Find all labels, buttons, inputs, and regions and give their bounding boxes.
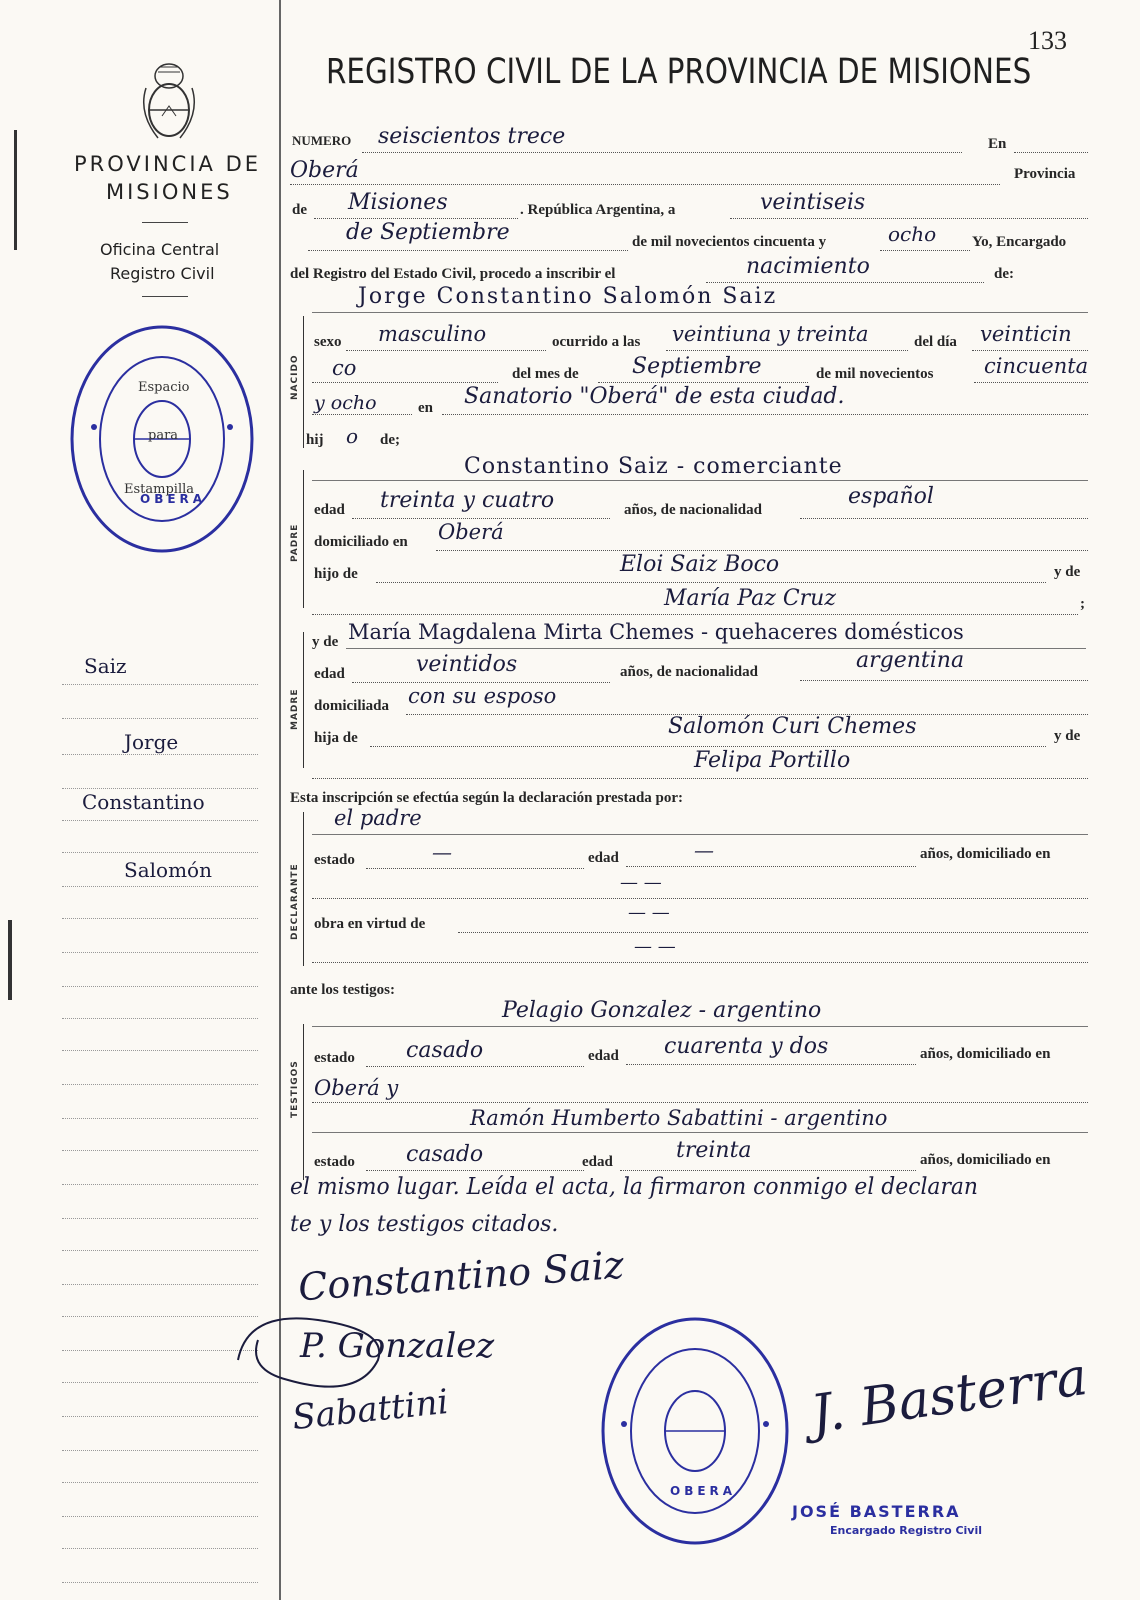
t1-dom-label: años, domiciliado en [920, 1046, 1051, 1062]
stamp-inner-text: Estampilla [124, 482, 195, 497]
stamp-city: OBERA [670, 1484, 737, 1498]
witness1: Pelagio Gonzalez - argentino [502, 998, 822, 1023]
page-edge-mark [8, 920, 12, 1000]
stamp-inner-text: Espacio [138, 380, 190, 395]
obra-line2 [312, 962, 1088, 963]
act-line [706, 282, 984, 283]
madre-edad-label: edad [314, 666, 345, 682]
sexo-line [346, 350, 546, 351]
t1-edad-label: edad [588, 1048, 619, 1064]
declarante-brace [303, 812, 304, 966]
t1-estado-value: casado [406, 1038, 484, 1063]
madre-y-label: y de [1054, 728, 1081, 744]
margin-rule [62, 1150, 258, 1151]
padre-dom-line [436, 550, 1088, 551]
decl-dash1: — — [620, 872, 662, 893]
city-line [290, 184, 1000, 185]
madre-label: MADRE [290, 688, 300, 730]
padre-nac-value: español [848, 484, 934, 509]
month-line [308, 250, 628, 251]
testigos-label: TESTIGOS [290, 1060, 300, 1118]
signature-officer: J. Basterra [807, 1346, 1091, 1446]
madre-edad-line [352, 682, 610, 683]
margin-rule [62, 1184, 258, 1185]
republica-label: . República Argentina, a [520, 202, 676, 218]
registry-stamp [66, 322, 258, 556]
t1-edad-value: cuarenta y dos [664, 1034, 829, 1059]
stamp-seal-icon [598, 1314, 792, 1548]
hour-value: veintiuna y treinta [672, 322, 869, 346]
padre-y-label: y de [1054, 564, 1081, 580]
obra-line [458, 932, 1088, 933]
margin-rule [62, 1416, 258, 1417]
margin-rule [62, 788, 258, 789]
father-name-line [312, 480, 1088, 481]
day-value-a: veinticin [980, 322, 1072, 346]
mother-name-line [346, 648, 1086, 649]
padre-label: PADRE [290, 523, 300, 562]
witness1-line [312, 1026, 1088, 1027]
padre-semicolon: ; [1080, 596, 1085, 612]
sexo-value: masculino [378, 322, 487, 346]
madre-y-de-label: y de [312, 634, 339, 650]
official-name: JOSÉ BASTERRA [792, 1502, 961, 1521]
madre-dom-value: con su esposo [408, 684, 557, 708]
margin-rule [62, 1118, 258, 1119]
margin-name-second: Constantino [82, 790, 205, 814]
madre-nac-label: años, de nacionalidad [620, 664, 758, 680]
day-value: veintiseis [760, 190, 866, 215]
margin-rule [62, 1516, 258, 1517]
t-line3 [312, 1102, 1088, 1103]
t2-estado-line [366, 1170, 584, 1171]
page-edge-mark [14, 130, 17, 250]
margin-rule [62, 1218, 258, 1219]
stamp-city: OBERA [140, 492, 207, 506]
t2-estado-value: casado [406, 1142, 484, 1167]
madre-parent2: Felipa Portillo [694, 748, 851, 773]
sexo-label: sexo [314, 334, 342, 350]
provincia-label: Provincia [1014, 166, 1076, 182]
padre-hijo-label: hijo de [314, 566, 358, 582]
nacido-year-line [974, 382, 1088, 383]
margin-rule [62, 1482, 258, 1483]
margin-name-surname: Saiz [84, 654, 127, 678]
madre-parent2-line [312, 778, 1088, 779]
margin-name-first: Jorge [124, 730, 179, 754]
hour-line [666, 350, 908, 351]
decl-estado-label: estado [314, 852, 355, 868]
de-label: de [292, 202, 307, 218]
official-title: Encargado Registro Civil [830, 1524, 983, 1537]
province-line1: PROVINCIA DE [74, 152, 262, 176]
decl-dash2: — — [628, 902, 670, 923]
padre-brace [303, 470, 304, 608]
madre-dom-label: domiciliada [314, 698, 390, 714]
madre-parent1: Salomón Curi Chemes [668, 714, 917, 739]
witness-line3: Oberá y [314, 1076, 399, 1100]
t1-estado-line [366, 1066, 584, 1067]
margin-rule [62, 1548, 258, 1549]
registro-label: del Registro del Estado Civil, procedo a inscribir el [290, 266, 616, 282]
registry-stamp-bottom [598, 1314, 792, 1548]
margin-rule [62, 852, 258, 853]
province-line [314, 218, 518, 219]
padre-edad-line [352, 518, 610, 519]
ante-testigos-label: ante los testigos: [290, 982, 395, 998]
nacido-month-value: Septiembre [632, 354, 762, 379]
year-label: de mil novecientos cincuenta y [632, 234, 827, 250]
t1-estado-label: estado [314, 1050, 355, 1066]
separator [142, 222, 188, 223]
padre-parent2-line [312, 614, 1078, 615]
nacido-label: NACIDO [290, 354, 300, 400]
margin-rule [62, 1284, 258, 1285]
t2-estado-label: estado [314, 1154, 355, 1170]
office-line2: Registro Civil [110, 264, 215, 283]
en-place-label: en [418, 400, 433, 416]
mes-label: del mes de [512, 366, 579, 382]
en-line [1014, 152, 1088, 153]
t2-edad-line [620, 1170, 916, 1171]
nacido-brace [303, 316, 304, 448]
nacido-year-b: y ocho [314, 392, 377, 414]
decl-edad-label: edad [588, 850, 619, 866]
t2-edad-label: edad [582, 1154, 613, 1170]
office-line1: Oficina Central [100, 240, 220, 259]
dia-line [972, 350, 1088, 351]
closing-line1: el mismo lugar. Leída el acta, la firmaron conmigo el declaran [290, 1174, 979, 1200]
hijo-suffix: o [346, 424, 359, 448]
margin-rule [62, 986, 258, 987]
de2-label: de: [994, 266, 1014, 282]
child-name: Jorge Constantino Salomón Saiz [358, 284, 778, 309]
witness2: Ramón Humberto Sabattini - argentino [470, 1106, 888, 1130]
decl-edad-value: — [694, 838, 714, 862]
margin-rule [62, 1450, 258, 1451]
ocurrido-label: ocurrido a las [552, 334, 641, 350]
numero-value: seiscientos trece [378, 124, 566, 149]
year-value: ocho [888, 222, 937, 246]
city-value: Oberá [290, 158, 359, 183]
del-dia-label: del día [914, 334, 957, 350]
mes-line [598, 382, 808, 383]
separator [142, 296, 188, 297]
month-value: de Septiembre [346, 220, 510, 245]
child-name-line [312, 312, 1088, 313]
year-line [880, 250, 970, 251]
obra-label: obra en virtud de [314, 916, 426, 932]
decl-dom-line [312, 898, 1088, 899]
encargado-label: Yo, Encargado [972, 234, 1067, 250]
father-name: Constantino Saiz - comerciante [464, 454, 843, 479]
numero-label: NUMERO [292, 133, 352, 148]
decl-dash3: — — [634, 936, 676, 957]
padre-dom-value: Oberá [438, 520, 504, 544]
page-number: 133 [1028, 26, 1067, 55]
padre-parent1: Eloi Saiz Boco [620, 552, 780, 577]
t2-edad-value: treinta [676, 1138, 752, 1163]
padre-parent2: María Paz Cruz [664, 586, 836, 611]
mother-name: María Magdalena Mirta Chemes - quehaceres domésticos [348, 620, 964, 644]
margin-rule [62, 1050, 258, 1051]
madre-nac-value: argentina [856, 648, 965, 673]
margin-rule [62, 1582, 258, 1583]
madre-nac-line [800, 680, 1088, 681]
dia2-line [312, 382, 498, 383]
margin-rule [62, 886, 258, 887]
margin-rule [62, 1084, 258, 1085]
day-value-b: co [332, 356, 357, 380]
decl-dom-label: años, domiciliado en [920, 846, 1051, 862]
declarant-value: el padre [334, 806, 422, 830]
madre-hija-label: hija de [314, 730, 358, 746]
place-line-a [312, 414, 412, 415]
decl-edad-line [626, 866, 916, 867]
padre-dom-label: domiciliado en [314, 534, 408, 550]
coat-of-arms-icon [138, 58, 200, 142]
margin-rule [62, 1250, 258, 1251]
t2-dom-label: años, domiciliado en [920, 1152, 1051, 1168]
madre-hija-line [370, 746, 1046, 747]
declarante-label: DECLARANTE [290, 863, 300, 940]
witness2-line [312, 1132, 1088, 1133]
declarant-line [312, 834, 1088, 835]
declaracion-label: Esta inscripción se efectúa según la declaración prestada por: [290, 790, 684, 806]
hijo-label: hij [306, 432, 324, 448]
margin-name-third: Salomón [124, 858, 212, 882]
place-line [442, 414, 1088, 415]
en-label: En [988, 136, 1007, 152]
province-line2: MISIONES [106, 180, 233, 204]
t1-edad-line [626, 1064, 916, 1065]
hijo-de-label: de; [380, 432, 400, 448]
document-title: REGISTRO CIVIL DE LA PROVINCIA DE MISIONES [326, 52, 1032, 92]
margin-rule [62, 952, 258, 953]
padre-edad-label: edad [314, 502, 345, 518]
margin-rule [62, 684, 258, 685]
nacido-year-a: cincuenta [984, 354, 1089, 378]
signature-witness2: Sabattini [290, 1381, 451, 1439]
padre-hijo-line [376, 582, 1046, 583]
padre-nac-label: años, de nacionalidad [624, 502, 762, 518]
margin-rule [62, 718, 258, 719]
padre-edad-value: treinta y cuatro [380, 488, 555, 513]
padre-nac-line [800, 518, 1088, 519]
act-value: nacimiento [746, 254, 870, 279]
stamp-inner-text: para [148, 428, 179, 443]
province-value: Misiones [348, 190, 448, 215]
margin-rule [62, 820, 258, 821]
numero-line [362, 152, 962, 153]
decl-estado-line [366, 868, 584, 869]
signature-witness1: P. Gonzalez [300, 1326, 495, 1366]
nacido-year-label: de mil novecientos [816, 366, 934, 382]
margin-rule [62, 754, 258, 755]
madre-brace [303, 632, 304, 768]
decl-estado-value: — [432, 840, 452, 864]
margin-rule [62, 918, 258, 919]
signature-father: Constantino Saiz [296, 1242, 626, 1310]
day-line [730, 218, 1088, 219]
closing-line2: te y los testigos citados. [290, 1212, 559, 1237]
margin-rule [62, 1018, 258, 1019]
place-value: Sanatorio "Oberá" de esta ciudad. [464, 384, 845, 409]
testigos-brace [303, 1024, 304, 1180]
madre-edad-value: veintidos [416, 652, 518, 677]
